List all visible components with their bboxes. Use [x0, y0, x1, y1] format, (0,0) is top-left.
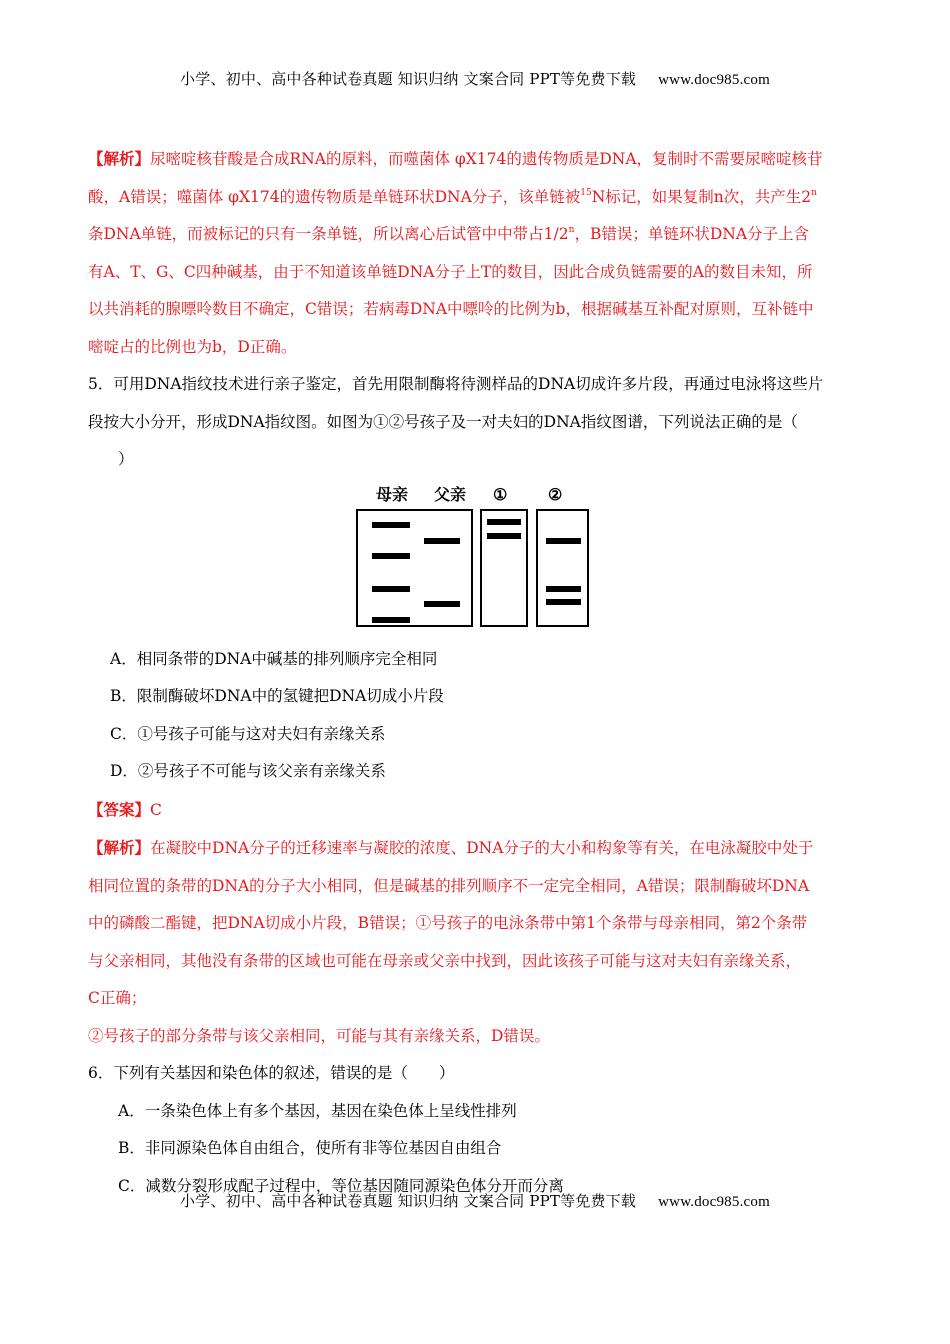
- q5-option-b: B．限制酶破坏DNA中的氢键把DNA切成小片段: [110, 687, 444, 705]
- child-2-lane: [536, 509, 589, 627]
- mother-band-2: [372, 553, 410, 559]
- parents-lane: [356, 509, 473, 627]
- mother-band-3: [372, 586, 410, 592]
- father-band-2: [424, 601, 460, 607]
- child-2-band-3: [546, 599, 581, 605]
- mother-band-1: [372, 522, 410, 528]
- label-child-2: ②: [548, 484, 563, 504]
- child-2-band-2: [546, 586, 581, 592]
- q5-exp-line-4: 与父亲相同，其他没有条带的区域也可能在母亲或父亲中找到，因此该孩子可能与这对夫妇有亲缘关系，: [88, 951, 802, 970]
- q5-stem-line-3: ）: [118, 450, 134, 468]
- page-footer: [0, 1190, 950, 1211]
- q5-explanation: [88, 829, 866, 1055]
- q5-answer-tag: 【答案】: [88, 799, 151, 819]
- header-url[interactable]: www.doc985.com: [658, 72, 770, 88]
- q6-option-a: A．一条染色体上有多个基因，基因在染色体上呈线性排列: [118, 1101, 517, 1120]
- document-body: [88, 140, 866, 1205]
- q4-explanation: [88, 140, 866, 366]
- child-1-band-1: [487, 519, 521, 525]
- q5-exp-line-6: ②号孩子的部分条带与该父亲相同，可能与其有亲缘关系，D错误。: [88, 1026, 550, 1045]
- label-father: 父亲: [434, 484, 467, 504]
- q6-option-b: B．非同源染色体自由组合，使所有非等位基因自由组合: [118, 1139, 502, 1157]
- q5-exp-line-2: 相同位置的条带的DNA的分子大小相同，但是碱基的排列顺序不一定完全相同，A错误；限制酶破坏DNA: [88, 876, 810, 895]
- footer-text: 小学、初中、高中各种试卷真题 知识归纳 文案合同 PPT等免费下载: [180, 1192, 637, 1210]
- q4-exp-line-3: 条DNA单链，而被标记的只有一条单链，所以离心后试管中中带占1/2$^n$，B错误；单链环状DNA分子上含: [88, 225, 810, 243]
- q5-exp-line-1: 【解析】在凝胶中DNA分子的迁移速率与凝胶的浓度、DNA分子的大小和构象等有关，在电泳凝胶中处于: [88, 838, 814, 857]
- q4-exp-line-1: 【解析】尿嘧啶核苷酸是合成RNA的原料，而噬菌体 φX174的遗传物质是DNA，复制时不需要尿嘧啶核苷: [88, 149, 823, 168]
- q5-answer: [88, 791, 866, 830]
- question-5: [88, 366, 866, 1055]
- q5-stem-line-2: 段按大小分开，形成DNA指纹图。如图为①②号孩子及一对夫妇的DNA指纹图谱，下列说法正确的是（: [88, 412, 798, 431]
- mother-band-4: [372, 617, 410, 623]
- child-1-band-2: [487, 533, 521, 539]
- q5-option-c: C．①号孩子可能与这对夫妇有亲缘关系: [110, 724, 386, 743]
- label-child-1: ①: [493, 484, 508, 504]
- q5-jiexi-tag: 【解析】: [88, 838, 151, 857]
- child-2-band-1: [546, 538, 581, 544]
- q4-exp-line-6: 嘧啶占的比例也为b，D正确。: [88, 337, 297, 356]
- page-header: [0, 68, 950, 89]
- child-1-lane: [480, 509, 528, 627]
- q4-jiexi-tag: 【解析】: [88, 149, 151, 168]
- q5-exp-line-3: 中的磷酸二酯键，把DNA切成小片段，B错误；①号孩子的电泳条带中第1个条带与母亲相同，第2个条带: [88, 914, 808, 932]
- q6-option-c: C．减数分裂形成配子过程中，等位基因随同源染色体分开而分离: [118, 1176, 564, 1195]
- footer-url[interactable]: www.doc985.com: [658, 1194, 770, 1210]
- q4-exp-line-4: 有A、T、G、C四种碱基，由于不知道该单链DNA分子上T的数目，因此合成负链需要的A的数目未知，所: [88, 262, 813, 281]
- q5-exp-line-5: C正确；: [88, 989, 147, 1007]
- q6-stem: 6．下列有关基因和染色体的叙述，错误的是（ ）: [88, 1064, 455, 1082]
- q5-stem-line-1: 5．可用DNA指纹技术进行亲子鉴定，首先用限制酶将待测样品的DNA切成许多片段，再通过电泳将这些片: [88, 375, 824, 393]
- q4-exp-line-5: 以共消耗的腺嘌呤数目不确定，C错误；若病毒DNA中嘌呤的比例为b，根据碱基互补配对原则，互补链中: [88, 300, 814, 318]
- q4-exp-line-2: 酸，A错误；噬菌体 φX174的遗传物质是单链环状DNA分子，该单链被$^{15}$N标记，如果复制n次，共产生2$^n$: [88, 187, 817, 206]
- q5-option-d: D．②号孩子不可能与该父亲有亲缘关系: [110, 762, 386, 780]
- q5-answer-value: C: [150, 800, 162, 819]
- label-mother: 母亲: [376, 484, 409, 504]
- father-band-1: [424, 538, 460, 544]
- header-text: 小学、初中、高中各种试卷真题 知识归纳 文案合同 PPT等免费下载: [180, 70, 637, 88]
- question-6: [88, 1055, 866, 1205]
- dna-fingerprint-figure: [356, 485, 591, 635]
- q5-option-a: A．相同条带的DNA中碱基的排列顺序完全相同: [110, 649, 438, 668]
